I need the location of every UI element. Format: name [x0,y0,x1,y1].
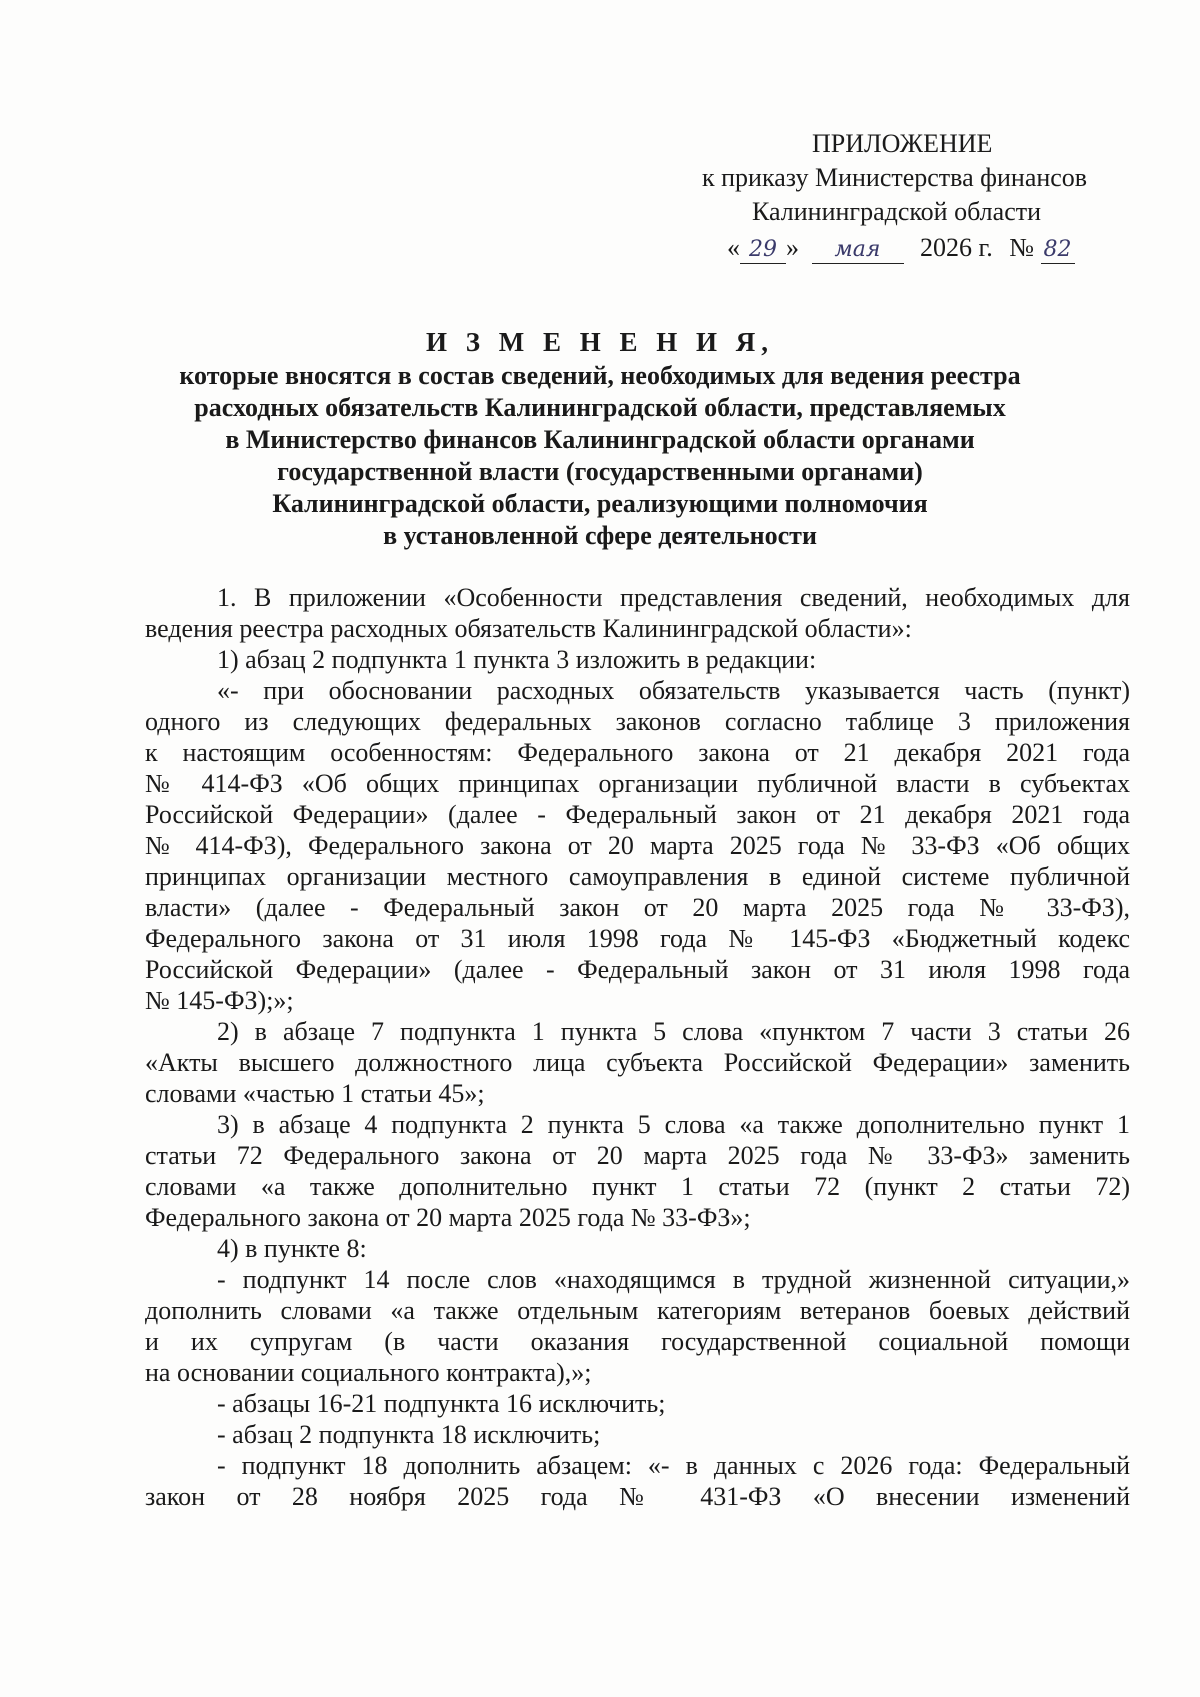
text-line: 4) в пункте 8: [217,1234,367,1263]
text-line: Российской Федерации» (далее - Федеральный закон от 31 июля 1998 года [145,955,1130,984]
text-line: и их супругам (в части оказания государственной социальной помощи [145,1327,1130,1356]
order-date-number [727,232,1075,264]
text-line: - абзац 2 подпункта 18 исключить; [217,1420,601,1449]
date-month: мая [834,237,881,262]
text-line: дополнить словами «а также отдельным категориям ветеранов боевых действий [145,1296,1130,1325]
text-line: «Акты высшего должностного лица субъекта Российской Федерации» заменить [145,1048,1130,1077]
text-line: словами «частью 1 статьи 45»; [145,1079,485,1108]
text-line: 2) в абзаце 7 подпункта 1 пункта 5 слова «пунктом 7 части 3 статьи 26 [217,1017,1130,1046]
text-line: - подпункт 14 после слов «находящимся в трудной жизненной ситуации,» [217,1265,1130,1294]
appendix-label: ПРИЛОЖЕНИЕ [812,129,993,158]
text-line: одного из следующих федеральных законов согласно таблице 3 приложения [145,707,1130,736]
paragraph-6 [145,1233,1130,1264]
date-month-field [812,235,904,264]
date-day-field [740,235,786,264]
title-line: которые вносятся в состав сведений, необходимых для ведения реестра [179,361,1021,390]
text-line: принципах организации местного самоуправления в единой системе публичной [145,862,1130,891]
title-line: в установленной сфере деятельности [383,521,817,550]
text-line: ведения реестра расходных обязательств Калининградской области»: [145,614,912,643]
date-day: 29 [749,237,777,262]
title-line: Калининградской области, реализующими полномочия [272,489,928,518]
text-line: 1. В приложении «Особенности представления сведений, необходимых для [217,583,1130,612]
text-line: «- при обосновании расходных обязательств указывается часть (пункт) [217,676,1130,705]
document-body [145,582,1130,1512]
region-name: Калининградской области [752,197,1042,226]
date-year: 2026 г. [920,233,993,262]
paragraph-2 [145,644,1130,675]
paragraph-9 [145,1419,1130,1450]
text-line: власти» (далее - Федеральный закон от 20 марта 2025 года № 33-ФЗ), [145,893,1130,922]
text-line: закон от 28 ноября 2025 года № 431-ФЗ «О внесении изменений [145,1482,1130,1511]
title-line: расходных обязательств Калининградской области, представляемых [194,393,1006,422]
paragraph-3 [145,675,1130,1016]
text-line: № 414-ФЗ), Федерального закона от 20 марта 2025 года № 33-ФЗ «Об общих [145,831,1130,860]
paragraph-8 [145,1388,1130,1419]
date-close-quote: » [786,233,799,262]
text-line: Российской Федерации» (далее - Федеральный закон от 21 декабря 2021 года [145,800,1130,829]
text-line: 3) в абзаце 4 подпункта 2 пункта 5 слова «а также дополнительно пункт 1 [217,1110,1130,1139]
paragraph-5 [145,1109,1130,1233]
text-line: Федерального закона от 20 марта 2025 года № 33-ФЗ»; [145,1203,751,1232]
title-line: в Министерство финансов Калининградской области органами [225,425,975,454]
paragraph-4 [145,1016,1130,1109]
text-line: 1) абзац 2 подпункта 1 пункта 3 изложить в редакции: [217,645,817,674]
paragraph-1 [145,582,1130,644]
text-line: № 145-ФЗ);»; [145,986,294,1015]
text-line: Федерального закона от 31 июля 1998 года № 145-ФЗ «Бюджетный кодекс [145,924,1130,953]
date-open-quote: « [727,233,740,262]
text-line: - подпункт 18 дополнить абзацем: «- в данных с 2026 года: Федеральный [217,1451,1130,1480]
paragraph-7 [145,1264,1130,1388]
paragraph-10 [145,1450,1130,1512]
text-line: № 414-ФЗ «Об общих принципах организации публичной власти в субъектах [145,769,1130,798]
order-reference: к приказу Министерства финансов [702,163,1088,192]
text-line: словами «а также дополнительно пункт 1 статьи 72 (пункт 2 статьи 72) [145,1172,1130,1201]
text-line: на основании социального контракта),»; [145,1358,592,1387]
number-sign: № [1009,233,1035,262]
order-number: 82 [1043,237,1072,262]
document-title [0,326,1200,552]
text-line: к настоящим особенностям: Федерального закона от 21 декабря 2021 года [145,738,1130,767]
text-line: статьи 72 Федерального закона от 20 марта 2025 года № 33-ФЗ» заменить [145,1141,1130,1170]
title-heading: И З М Е Н Е Н И Я, [425,327,774,357]
order-number-field [1041,235,1075,264]
text-line: - абзацы 16-21 подпункта 16 исключить; [217,1389,666,1418]
title-line: государственной власти (государственными органами) [277,457,923,486]
